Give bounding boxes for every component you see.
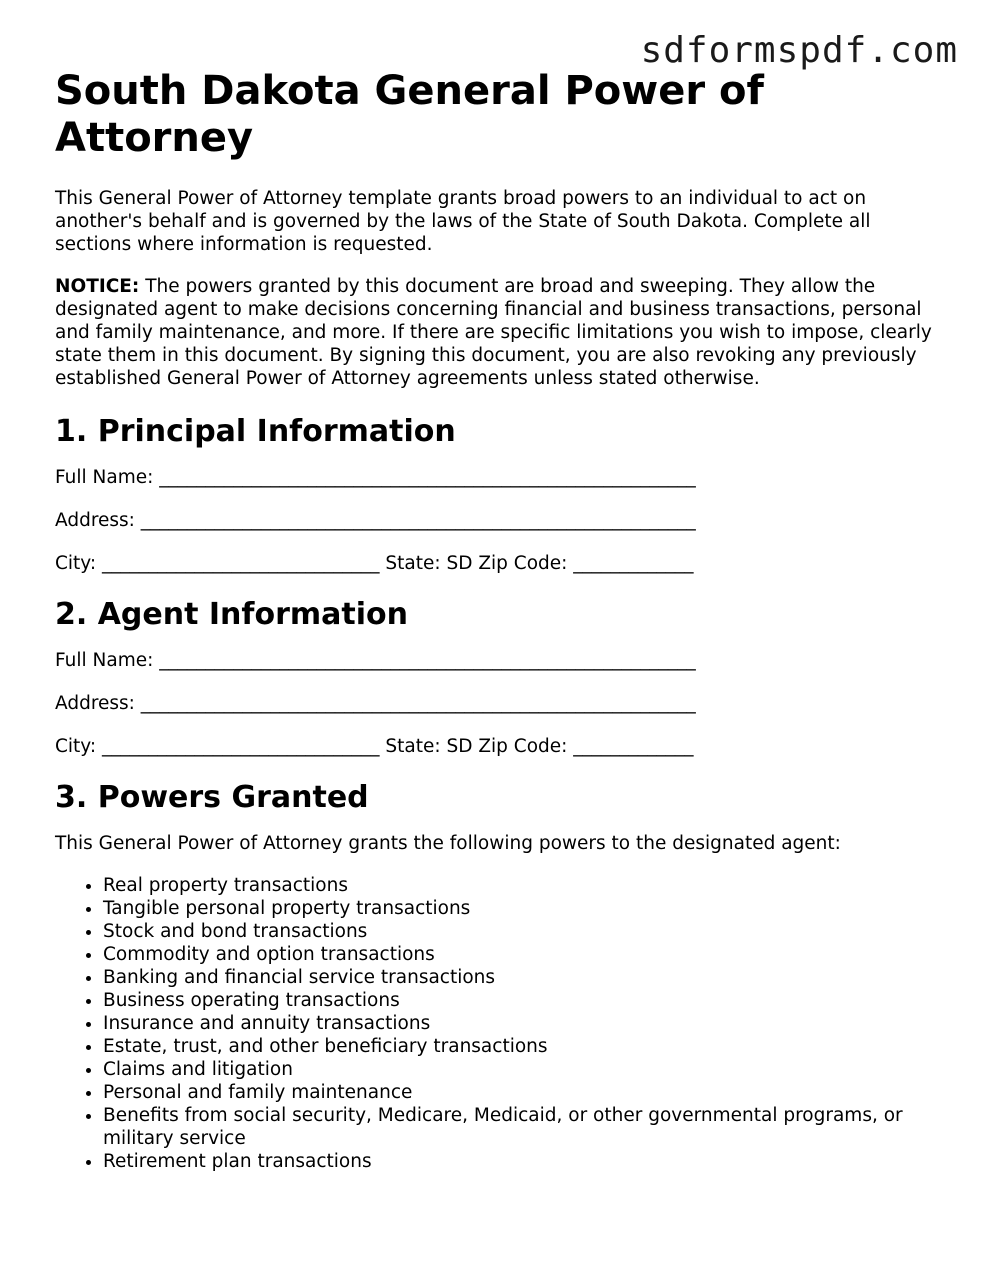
- list-item: • Business operating transactions: [103, 989, 935, 1012]
- list-item: • Banking and financial service transactions: [103, 966, 935, 989]
- principal-heading: 1. Principal Information: [55, 414, 456, 449]
- agent-full-name-field[interactable]: Full Name: __________________________________________________________: [55, 650, 696, 671]
- document-page: [55, 68, 935, 1173]
- principal-city-state-zip-field[interactable]: City: ______________________________ State: SD Zip Code: _____________: [55, 553, 694, 574]
- notice-text: The powers granted by this document are broad and sweeping. They allow the designated agent to make decisions concerning financial and business transactions, personal and family maintenance, and more. If there are specific limitations you wish to impose, clearly state them in this document. By signing this document, you are also revoking any previously established General Power of Attorney agreements unless stated otherwise.: [55, 276, 932, 389]
- principal-full-name-field[interactable]: Full Name: __________________________________________________________: [55, 467, 696, 488]
- list-item: • Estate, trust, and other beneficiary transactions: [103, 1035, 935, 1058]
- list-item: • Benefits from social security, Medicare, Medicaid, or other governmental programs, or military service: [103, 1104, 935, 1150]
- notice-label: NOTICE:: [55, 276, 140, 297]
- list-item: • Personal and family maintenance: [103, 1081, 935, 1104]
- powers-heading: 3. Powers Granted: [55, 780, 369, 815]
- list-item: • Insurance and annuity transactions: [103, 1012, 935, 1035]
- list-item: • Real property transactions: [103, 874, 935, 897]
- agent-city-state-zip-field[interactable]: City: ______________________________ State: SD Zip Code: _____________: [55, 736, 694, 757]
- list-item: • Tangible personal property transactions: [103, 897, 935, 920]
- agent-address-field[interactable]: Address: ____________________________________________________________: [55, 693, 696, 714]
- list-item: • Claims and litigation: [103, 1058, 935, 1081]
- powers-intro: This General Power of Attorney grants the following powers to the designated agent:: [55, 833, 841, 854]
- document-title: South Dakota General Power of Attorney: [55, 68, 764, 161]
- list-item: • Commodity and option transactions: [103, 943, 935, 966]
- powers-list: [55, 874, 935, 1173]
- agent-heading: 2. Agent Information: [55, 597, 408, 632]
- principal-address-field[interactable]: Address: ____________________________________________________________: [55, 510, 696, 531]
- intro-paragraph: This General Power of Attorney template grants broad powers to an individual to act on another's behalf and is governed by the laws of the State of South Dakota. Complete all sections where information is requested.: [55, 188, 871, 255]
- watermark: sdformspdf.com: [640, 30, 958, 71]
- list-item: • Retirement plan transactions: [103, 1150, 935, 1173]
- list-item: • Stock and bond transactions: [103, 920, 935, 943]
- notice-paragraph: [55, 275, 935, 390]
